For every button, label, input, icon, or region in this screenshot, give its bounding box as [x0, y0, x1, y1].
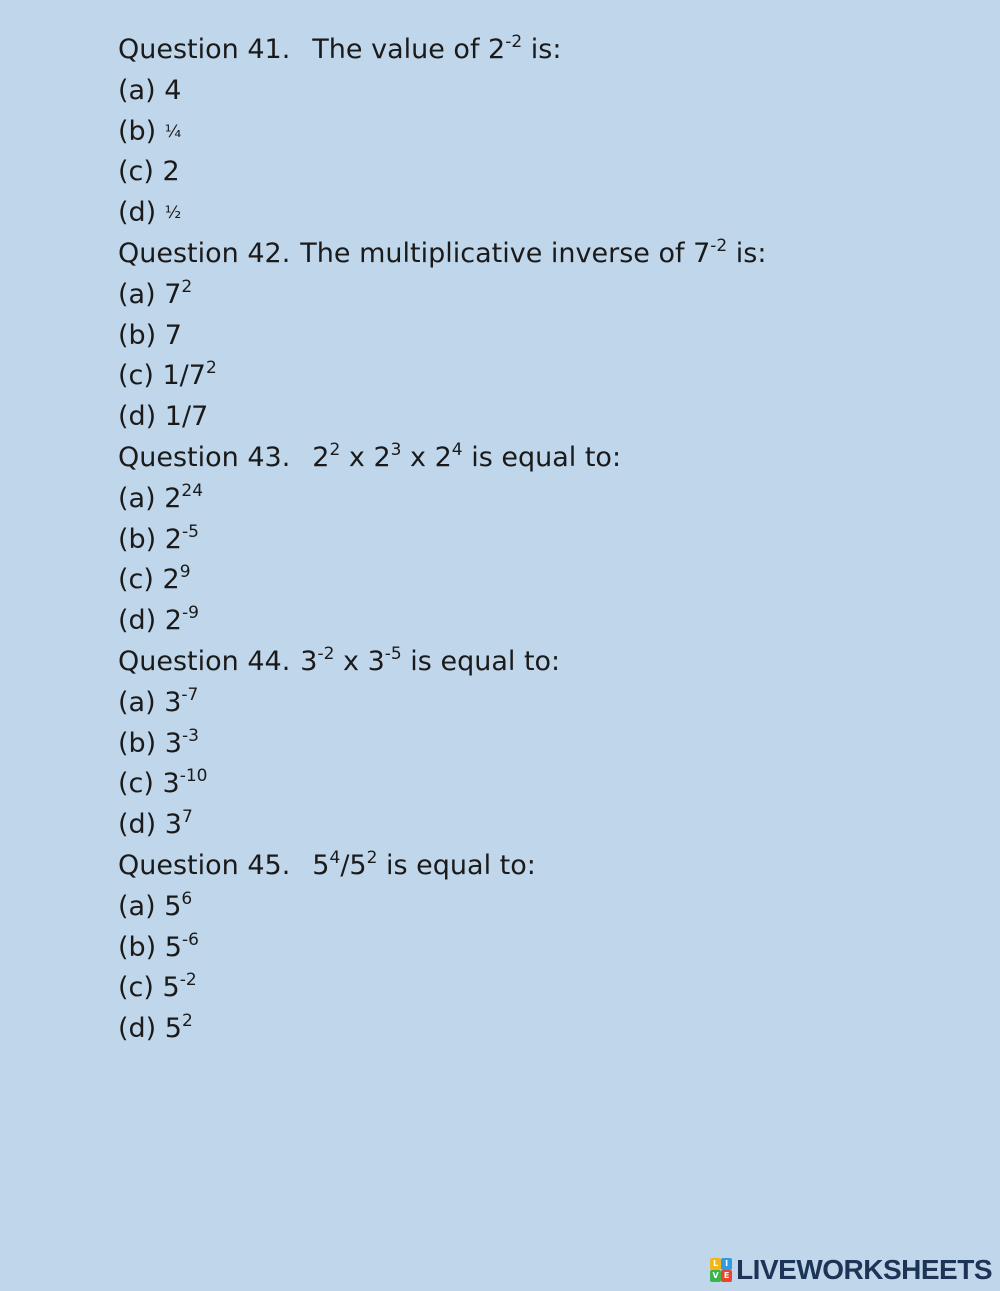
stem-text: /5 — [340, 849, 367, 881]
logo-mark-tile: L — [710, 1258, 721, 1270]
option-text: (c) 1/7 — [118, 360, 206, 392]
option-text: (c) 3 — [118, 768, 180, 800]
option-text: (a) 3 — [118, 686, 182, 718]
question-label: Question 44. — [118, 645, 291, 677]
option-exponent: 2 — [181, 276, 193, 297]
option-43-d — [118, 601, 978, 642]
option-exponent: 9 — [179, 562, 191, 583]
option-45-b — [118, 928, 978, 969]
option-exponent: 6 — [181, 888, 193, 909]
logo-mark-tile: I — [721, 1258, 732, 1270]
stem-text: x 2 — [401, 441, 452, 473]
stem-exponent: -5 — [384, 643, 402, 664]
question-label: Question 45. — [118, 849, 291, 881]
option-44-c — [118, 764, 978, 805]
question-42-stem — [118, 234, 978, 275]
option-45-a — [118, 887, 978, 928]
option-41-b — [118, 112, 978, 153]
option-exponent: 2 — [181, 1011, 193, 1032]
option-text: (a) 7 — [118, 278, 182, 310]
stem-exponent: 2 — [366, 847, 378, 868]
stem-exponent: -2 — [710, 235, 728, 256]
liveworksheets-logo — [710, 1255, 992, 1285]
stem-text: 5 — [312, 849, 330, 881]
option-text: (a) 5 — [118, 890, 182, 922]
liveworksheets-logo-icon — [710, 1258, 732, 1282]
stem-text: is: — [522, 34, 562, 65]
question-43-stem — [118, 438, 978, 479]
option-41-a — [118, 71, 978, 112]
stem-exponent: 3 — [390, 439, 402, 460]
option-43-a — [118, 479, 978, 520]
option-43-c — [118, 560, 978, 601]
stem-text: is equal to: — [462, 441, 622, 473]
option-exponent: -6 — [181, 929, 199, 950]
stem-text: is equal to: — [401, 645, 561, 677]
option-text: (d) 1/7 — [118, 401, 209, 433]
option-42-b — [118, 316, 978, 357]
option-text: (d) 3 — [118, 809, 182, 841]
stem-exponent: -2 — [505, 32, 523, 52]
stem-text: 2 — [312, 441, 330, 473]
option-text: (d) 2 — [118, 605, 182, 637]
stem-text: is: — [727, 237, 767, 269]
stem-text: x 3 — [334, 645, 385, 677]
stem-exponent: 4 — [451, 439, 463, 460]
stem-text: x 2 — [340, 441, 391, 473]
option-45-c — [118, 968, 978, 1009]
option-44-d — [118, 805, 978, 846]
option-text: (c) 2 — [118, 156, 180, 188]
option-text: (b) 7 — [118, 319, 182, 351]
option-text: (c) 5 — [118, 972, 180, 1004]
question-41-stem — [118, 30, 978, 71]
option-text: (d) 5 — [118, 1013, 182, 1045]
question-label: Question 42. — [118, 237, 291, 269]
option-exponent: -5 — [181, 521, 199, 542]
option-45-d — [118, 1009, 978, 1050]
question-label: Question 41. — [118, 34, 291, 65]
option-fraction: ¼ — [164, 121, 182, 142]
option-exponent: -10 — [179, 766, 208, 787]
question-45-stem — [118, 846, 978, 887]
logo-mark-tile: E — [721, 1270, 732, 1282]
worksheet — [118, 30, 978, 1050]
stem-text: 3 — [300, 645, 318, 677]
option-text: (b) 5 — [118, 931, 182, 963]
option-exponent: -9 — [181, 603, 199, 624]
option-text: (b) 3 — [118, 727, 182, 759]
option-exponent: -7 — [181, 684, 199, 705]
question-label: Question 43. — [118, 441, 291, 473]
option-exponent: -2 — [179, 970, 197, 991]
stem-exponent: 2 — [329, 439, 341, 460]
option-fraction: ½ — [164, 203, 182, 224]
option-41-c — [118, 152, 978, 193]
question-44-stem — [118, 642, 978, 683]
logo-text: LIVEWORKSHEETS — [736, 1254, 992, 1285]
option-exponent: 24 — [181, 480, 204, 501]
logo-mark-tile: V — [710, 1270, 721, 1282]
option-43-b — [118, 520, 978, 561]
stem-text: The value of 2 — [312, 34, 506, 65]
option-text: (b) 2 — [118, 523, 182, 555]
option-42-c — [118, 356, 978, 397]
option-44-b — [118, 724, 978, 765]
stem-text: The multiplicative inverse of 7 — [300, 237, 711, 269]
option-text: (c) 2 — [118, 564, 180, 596]
option-exponent: 7 — [181, 807, 193, 828]
option-exponent: 2 — [205, 358, 217, 379]
option-41-d — [118, 193, 978, 234]
stem-exponent: 4 — [329, 847, 341, 868]
option-42-a — [118, 275, 978, 316]
option-44-a — [118, 683, 978, 724]
option-text: (b) — [118, 115, 165, 147]
option-text: (d) — [118, 197, 165, 229]
option-42-d — [118, 397, 978, 438]
stem-exponent: -2 — [317, 643, 335, 664]
option-text: (a) 2 — [118, 482, 182, 514]
option-exponent: -3 — [181, 725, 199, 746]
option-text: (a) 4 — [118, 74, 182, 106]
stem-text: is equal to: — [377, 849, 536, 881]
